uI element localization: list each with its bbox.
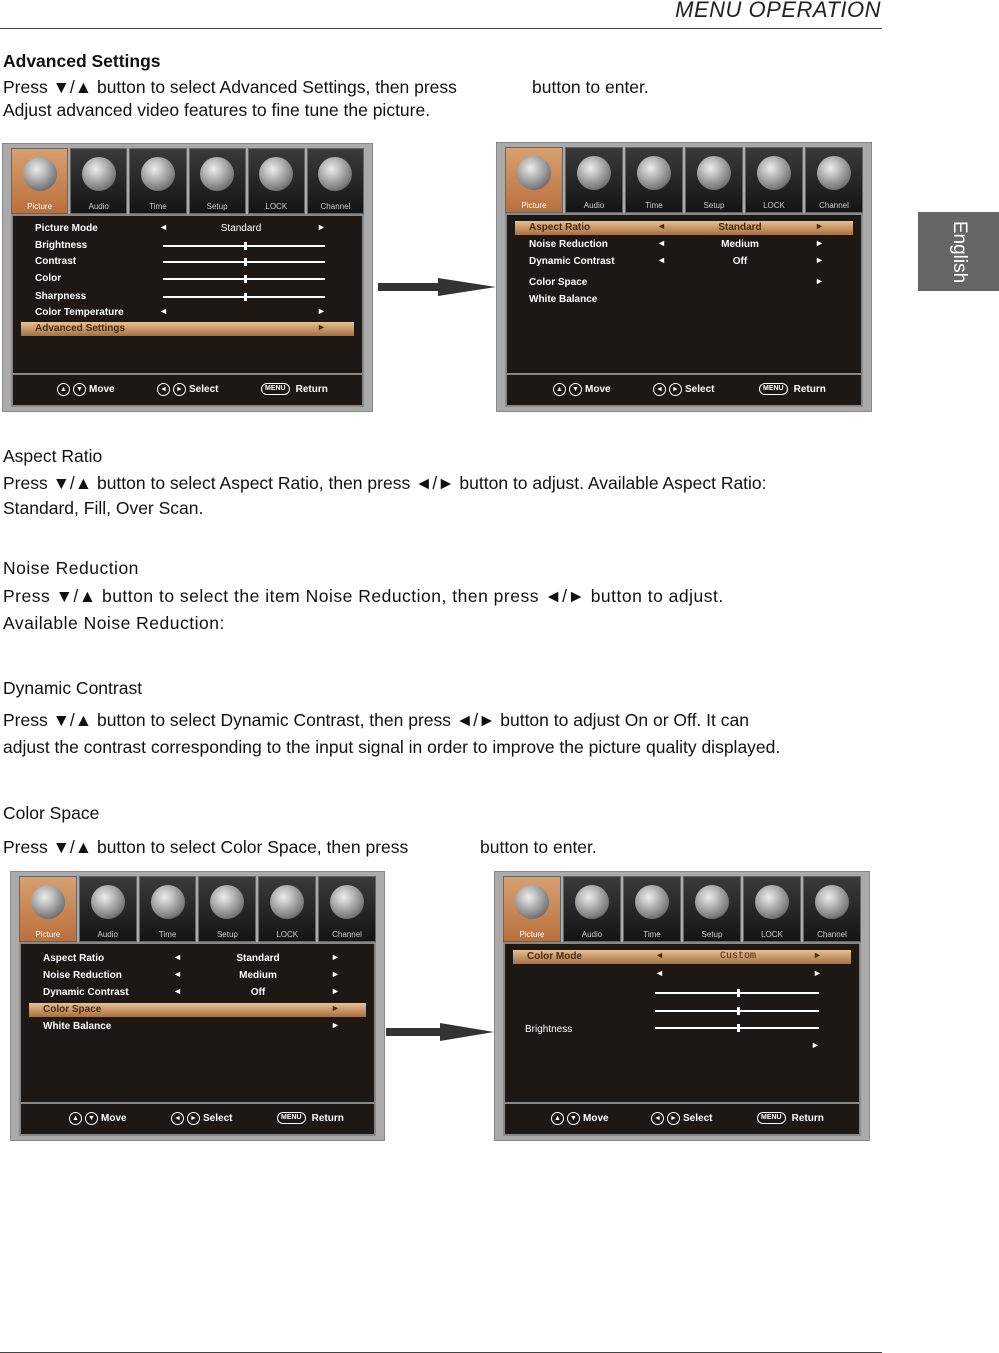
tab-audio[interactable]: Audio [565,147,623,213]
menu-row-white-balance[interactable]: White Balance [529,294,598,305]
menu-content [19,942,376,1104]
speaker-icon [577,156,611,190]
menu-tabs [503,147,865,213]
monitor-icon [815,885,849,919]
language-tab-label: English [948,220,970,283]
tab-channel[interactable]: Channel [803,876,861,942]
menu-row-picture-mode[interactable]: Picture Mode ◄ Standard ► [35,222,326,234]
tab-time[interactable]: Time [625,147,683,213]
menu-row-contrast[interactable]: Contrast [21,255,354,269]
tab-setup[interactable]: Setup [683,876,741,942]
menu-row-aspect-ratio[interactable]: Aspect Ratio ◄ Standard ► [515,221,853,235]
noise-line2: Available Noise Reduction: [3,613,225,633]
menu-tabs [17,876,378,942]
lock-icon [259,157,293,191]
noise-title: Noise Reduction [3,558,139,578]
clock-icon [141,157,175,191]
menu-tabs [501,876,863,942]
color-slider[interactable] [163,278,325,280]
aspect-line2: Standard, Fill, Over Scan. [3,498,204,518]
lock-icon [757,156,791,190]
contrast-slider[interactable] [163,261,325,263]
tab-setup[interactable]: Setup [198,876,256,942]
tab-time[interactable]: Time [623,876,681,942]
clock-icon [151,885,185,919]
menu-footer: ▲ ▼ Move ◄ ► Select MENU Return [11,373,364,407]
gear-icon [200,157,234,191]
tab-channel[interactable]: Channel [805,147,863,213]
menu-content [503,942,861,1104]
clock-icon [635,885,669,919]
gear-icon [210,885,244,919]
advanced-line1b: button to enter. [532,77,649,97]
menu-row-color-space[interactable]: Color Space ► [29,1003,366,1017]
speaker-icon [91,885,125,919]
brightness-slider[interactable] [655,1027,819,1029]
dynamic-line1: Press ▼/▲ button to select Dynamic Contrast, then press ◄/► button to adjust On or Off. It can [3,710,749,730]
gear-icon [697,156,731,190]
menu-row-dynamic-contrast[interactable]: Dynamic Contrast ◄ Off ► [43,986,340,998]
lock-icon [270,885,304,919]
noise-line1: Press ▼/▲ button to select the item Noise Reduction, then press ◄/► button to adjust. [3,586,724,606]
tab-lock[interactable]: LOCK [258,876,316,942]
speaker-icon [575,885,609,919]
advanced-line1a: Press ▼/▲ button to select Advanced Settings, then press [3,77,457,97]
colorspace-line1b: button to enter. [480,837,597,857]
menu-row-sharpness[interactable]: Sharpness [21,290,354,304]
menu-row-blank-1[interactable]: ◄ ► [655,968,822,978]
menu-row-slider-2[interactable] [513,1004,851,1018]
menu-screenshot-advanced-colorspace [10,871,385,1141]
colorspace-title: Color Space [3,803,100,823]
brightness-slider[interactable] [163,245,325,247]
tab-channel[interactable]: Channel [318,876,376,942]
monitor-icon [318,157,352,191]
menu-content [505,213,863,375]
tab-lock[interactable]: LOCK [745,147,803,213]
menu-row-blank-2[interactable]: ► [811,1040,820,1050]
menu-row-noise-reduction[interactable]: Noise Reduction ◄ Medium ► [43,969,340,981]
menu-content [11,214,364,375]
arrow-right-icon [386,1021,496,1043]
menu-row-slider-1[interactable] [513,986,851,1000]
menu-screenshot-picture [2,143,373,412]
menu-tabs [9,148,366,214]
tab-picture[interactable]: Picture [19,876,77,942]
sharpness-slider[interactable] [163,296,325,298]
menu-footer: ▲ ▼ Move ◄ ► Select MENU Return [19,1102,376,1136]
tab-audio[interactable]: Audio [79,876,137,942]
gear-icon [695,885,729,919]
menu-screenshot-color-space [494,871,870,1141]
dynamic-line2: adjust the contrast corresponding to the input signal in order to improve the picture quality displayed. [3,737,781,757]
advanced-line2: Adjust advanced video features to fine tune the picture. [3,100,431,120]
tab-lock[interactable]: LOCK [743,876,801,942]
slider-2[interactable] [655,1010,819,1012]
advanced-heading: Advanced Settings [3,51,161,71]
menu-row-noise-reduction[interactable]: Noise Reduction ◄ Medium ► [529,238,824,250]
arrow-right-icon [378,276,498,298]
menu-footer: ▲ ▼ Move ◄ ► Select MENU Return [505,373,863,407]
tab-setup[interactable]: Setup [685,147,743,213]
menu-row-white-balance[interactable]: White Balance ► [43,1020,340,1032]
menu-footer: ▲ ▼ Move ◄ ► Select MENU Return [503,1102,861,1136]
tab-setup[interactable]: Setup [189,148,246,214]
tab-time[interactable]: Time [129,148,186,214]
speaker-icon [82,157,116,191]
monitor-icon [817,156,851,190]
menu-row-advanced-settings[interactable]: Advanced Settings ► [21,322,354,336]
monitor-icon [330,885,364,919]
menu-row-color-temperature[interactable]: Color Temperature ◄ ► [35,306,326,318]
camera-icon [31,885,65,919]
slider-1[interactable] [655,992,819,994]
aspect-title: Aspect Ratio [3,446,103,466]
menu-row-aspect-ratio[interactable]: Aspect Ratio ◄ Standard ► [43,952,340,964]
tab-audio[interactable]: Audio [70,148,127,214]
menu-row-dynamic-contrast[interactable]: Dynamic Contrast ◄ Off ► [529,255,824,267]
menu-row-color-space[interactable]: Color Space ► [529,276,824,288]
menu-row-brightness[interactable]: Brightness [513,1021,851,1035]
tab-picture[interactable]: Picture [11,148,68,214]
lock-icon [755,885,789,919]
language-tab [918,212,999,291]
page-header-title: MENU OPERATION [675,0,881,22]
tab-audio[interactable]: Audio [563,876,621,942]
menu-row-color[interactable]: Color [21,272,354,286]
colorspace-line1a: Press ▼/▲ button to select Color Space, then press [3,837,409,857]
clock-icon [637,156,671,190]
menu-row-brightness[interactable]: Brightness [21,239,354,253]
tab-picture[interactable]: Picture [503,876,561,942]
camera-icon [515,885,549,919]
menu-screenshot-advanced [496,142,872,412]
aspect-line1: Press ▼/▲ button to select Aspect Ratio, then press ◄/► button to adjust. Available Aspect Ratio: [3,473,767,493]
tab-channel[interactable]: Channel [307,148,364,214]
camera-icon [23,157,57,191]
tab-picture[interactable]: Picture [505,147,563,213]
tab-time[interactable]: Time [139,876,197,942]
menu-row-color-mode[interactable]: Color Mode ◄ Custom ► [513,950,851,964]
header-rule [0,28,882,29]
camera-icon [517,156,551,190]
dynamic-title: Dynamic Contrast [3,678,143,698]
tab-lock[interactable]: LOCK [248,148,305,214]
